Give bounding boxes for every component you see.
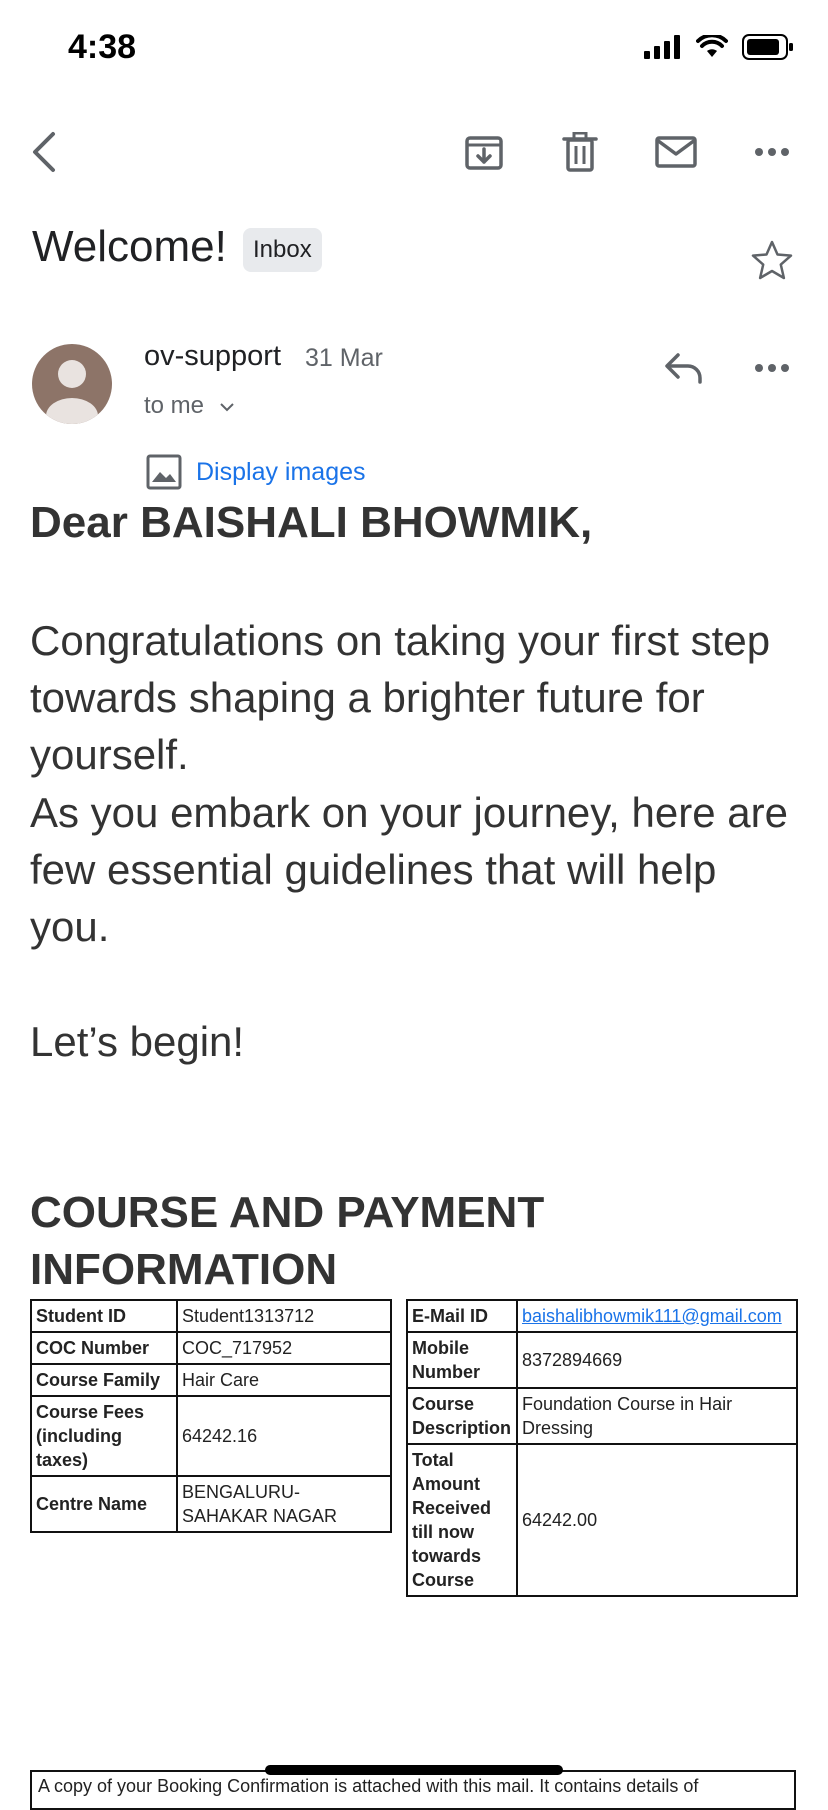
table-label: E-Mail ID xyxy=(407,1300,517,1332)
delete-button[interactable] xyxy=(556,128,604,176)
course-info-table xyxy=(30,1299,392,1533)
message-more-button[interactable] xyxy=(748,344,796,392)
table-label: Student ID xyxy=(31,1300,177,1332)
reply-icon xyxy=(664,352,704,384)
table-value: Hair Care xyxy=(177,1364,391,1396)
greeting: Dear BAISHALI BHOWMIK, xyxy=(30,498,593,547)
table-row xyxy=(407,1388,797,1444)
table-label: Centre Name xyxy=(31,1476,177,1532)
table-label: COC Number xyxy=(31,1332,177,1364)
recipient-label: to me xyxy=(144,392,205,419)
table-row xyxy=(31,1396,391,1476)
email-date: 31 Mar xyxy=(305,344,383,372)
back-button[interactable] xyxy=(20,128,68,176)
mark-unread-button[interactable] xyxy=(652,128,700,176)
image-icon xyxy=(146,454,182,490)
table-value: Foundation Course in Hair Dressing xyxy=(517,1388,797,1444)
table-row xyxy=(31,1476,391,1532)
archive-button[interactable] xyxy=(460,128,508,176)
display-images-link[interactable] xyxy=(146,454,366,490)
table-value: COC_717952 xyxy=(177,1332,391,1364)
table-label: Course Fees (including taxes) xyxy=(31,1396,177,1476)
table-label: Course Description xyxy=(407,1388,517,1444)
star-icon xyxy=(751,240,793,280)
booking-note: A copy of your Booking Confirmation is attached with this mail. It contains details of xyxy=(30,1770,796,1810)
battery-icon xyxy=(742,34,794,60)
table-value xyxy=(517,1300,797,1332)
email-link[interactable]: baishalibhowmik111@gmail.com xyxy=(522,1306,782,1326)
table-row xyxy=(31,1332,391,1364)
wifi-icon xyxy=(696,35,728,59)
table-value: 64242.00 xyxy=(517,1444,797,1596)
table-label: Course Family xyxy=(31,1364,177,1396)
avatar[interactable] xyxy=(32,344,112,424)
table-value: Student1313712 xyxy=(177,1300,391,1332)
archive-icon xyxy=(464,132,504,172)
contact-payment-table xyxy=(406,1299,798,1597)
status-icons xyxy=(644,34,794,60)
recipient-details[interactable] xyxy=(144,392,235,420)
body-paragraph-1: Congratulations on taking your first step towards shaping a brighter future for yourself. xyxy=(30,617,771,778)
mark-unread-icon xyxy=(655,136,697,168)
more-options-button[interactable] xyxy=(748,128,796,176)
display-images-label: Display images xyxy=(196,457,366,486)
sender-name[interactable]: ov-support xyxy=(144,340,282,372)
email-subject: Welcome! xyxy=(32,222,227,271)
back-icon xyxy=(29,131,59,173)
inbox-label[interactable]: Inbox xyxy=(243,228,322,272)
more-icon xyxy=(754,363,790,373)
person-icon xyxy=(32,344,112,424)
table-row xyxy=(407,1444,797,1596)
star-button[interactable] xyxy=(748,236,796,284)
table-value: 64242.16 xyxy=(177,1396,391,1476)
table-label: Mobile Number xyxy=(407,1332,517,1388)
chevron-down-icon xyxy=(219,402,235,412)
body-paragraph-3: Let’s begin! xyxy=(30,1018,245,1065)
table-value: BENGALURU-SAHAKAR NAGAR xyxy=(177,1476,391,1532)
section-title: COURSE AND PAYMENT INFORMATION xyxy=(30,1188,545,1294)
body-paragraph-2: As you embark on your journey, here are few essential guidelines that will help you. xyxy=(30,789,788,950)
table-value: 8372894669 xyxy=(517,1332,797,1388)
reply-button[interactable] xyxy=(660,344,708,392)
table-row xyxy=(407,1332,797,1388)
table-row xyxy=(31,1300,391,1332)
status-time: 4:38 xyxy=(68,28,137,66)
home-indicator[interactable] xyxy=(265,1765,563,1775)
table-row xyxy=(31,1364,391,1396)
signal-icon xyxy=(644,35,682,59)
delete-icon xyxy=(562,132,598,172)
more-icon xyxy=(754,147,790,157)
table-row xyxy=(407,1300,797,1332)
table-label: Total Amount Received till now towards Course xyxy=(407,1444,517,1596)
